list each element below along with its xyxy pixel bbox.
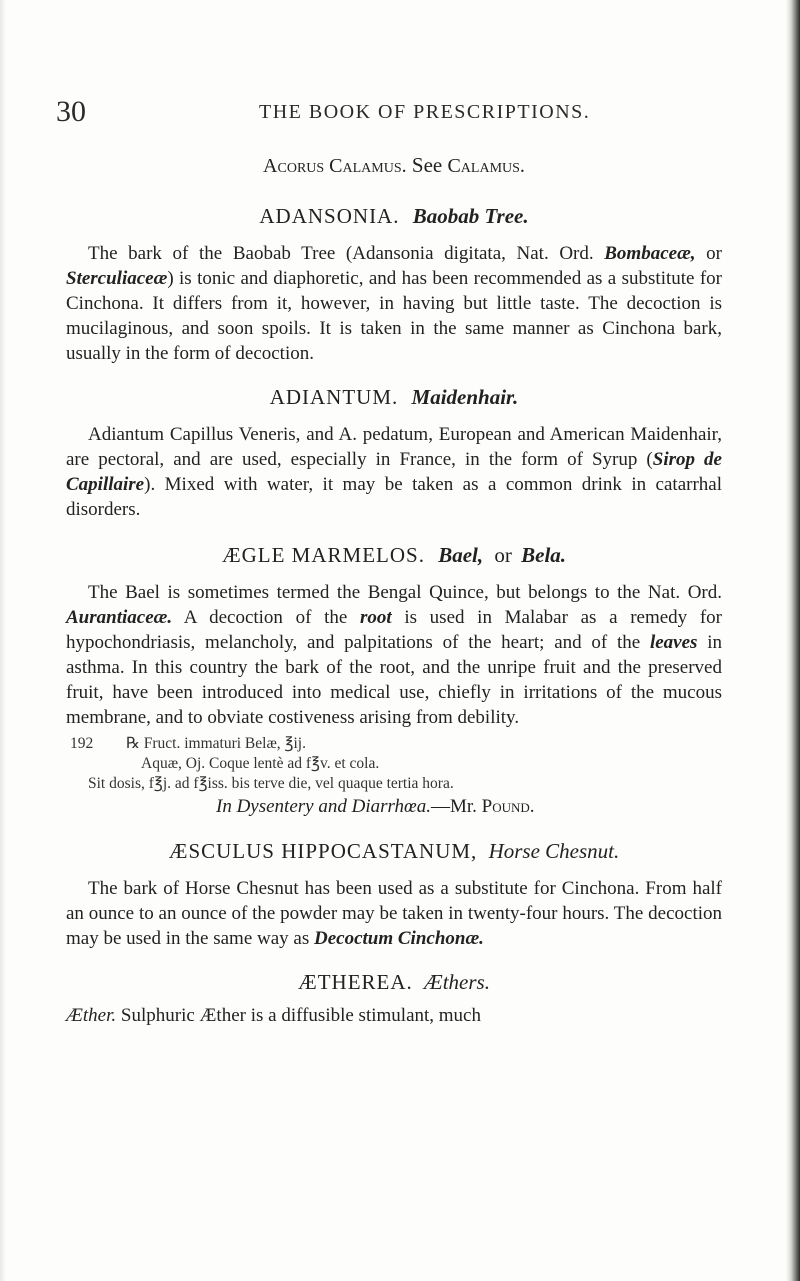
credit-prefix: —Mr. xyxy=(430,796,477,817)
text-run: The Bael is sometimes termed the Bengal Quince, but belongs to the Nat. Ord. xyxy=(88,582,722,603)
text-run: Adiantum Capillus Veneris, and A. pedatum, European and American Maidenhair, are pectoral, and are used, especially in France, in the form of Syrup ( xyxy=(66,424,722,470)
italic-run: leaves xyxy=(649,632,698,653)
prescription-line: Sit dosis, f℥j. ad f℥iss. bis terve die, vel quaque tertia hora. xyxy=(88,775,454,792)
entry-heading-adansonia xyxy=(66,201,722,231)
page-header xyxy=(56,95,736,135)
page-body xyxy=(66,150,722,1028)
common-name: Horse Chesnut. xyxy=(488,839,620,863)
text-run: in asthma. In this country the bark of the root, and the unripe fruit and the preserved fruit, have been introduced into medical use, chiefly in irritations of the mucous membrane, and to obviate costiveness arising from debility. xyxy=(66,632,722,728)
indication: In Dysentery and Diarrhœa. xyxy=(216,796,431,817)
common-name: Æthers. xyxy=(424,970,490,994)
prescription-line: Aquæ, Oj. Coque lentè ad f℥v. et cola. xyxy=(141,755,380,772)
or-word: or xyxy=(494,543,512,567)
italic-run: Sterculiaceæ xyxy=(66,268,168,289)
cross-reference: Calamus. xyxy=(447,155,525,177)
entry-text-aegle xyxy=(66,580,722,730)
entry-text-adansonia xyxy=(66,241,722,366)
prescription-192 xyxy=(66,734,722,794)
text-run: A decoction of the xyxy=(172,607,360,628)
entry-title: Acorus Calamus. xyxy=(263,155,407,177)
prescription-credit xyxy=(66,794,722,820)
entry-title: ADIANTUM. xyxy=(269,385,399,409)
common-name: Maidenhair. xyxy=(411,385,519,409)
text-run: or xyxy=(695,243,723,264)
common-name: Bael, xyxy=(438,543,484,567)
common-name: Baobab Tree. xyxy=(412,204,529,228)
credit-author: Pound. xyxy=(481,796,535,817)
italic-run: Sirop de Capillaire xyxy=(66,449,722,495)
page-binding-shadow xyxy=(786,0,800,1281)
prescription-line xyxy=(66,734,722,754)
running-title: THE BOOK OF PRESCRIPTIONS. xyxy=(259,101,591,123)
see-word: See xyxy=(411,153,443,177)
entry-text-aetherea xyxy=(66,1003,722,1028)
entry-title: ADANSONIA. xyxy=(259,204,400,228)
text-run: ). Mixed with water, it may be taken as a common drink in catarrhal disorders. xyxy=(66,474,722,520)
entry-text-adiantum xyxy=(66,422,722,522)
entry-title: ÆSCULUS HIPPOCASTANUM, xyxy=(168,839,478,863)
text-run: The bark of Horse Chesnut has been used as a substitute for Cinchona. From half an ounce to an ounce of the powder may be taken in twenty-four hours. The decoction may be used in the same way as xyxy=(66,878,722,949)
italic-run: Bombaceæ, xyxy=(604,243,696,264)
italic-run: Decoctum Cinchonæ. xyxy=(313,928,484,949)
entry-heading-aegle xyxy=(66,540,722,570)
common-name-alt: Bela. xyxy=(521,543,567,567)
lead-term: Æther. xyxy=(66,1005,117,1026)
entry-text-aesculus xyxy=(66,876,722,951)
italic-run: root xyxy=(359,607,392,628)
italic-run: Aurantiaceæ. xyxy=(66,607,173,628)
text-run: The bark of the Baobab Tree (Adansonia digitata, Nat. Ord. xyxy=(88,243,605,264)
page-number: 30 xyxy=(56,95,86,128)
text-run: is used in Malabar as a remedy for hypochondriasis, melancholy, and palpitations of the heart; and of the xyxy=(66,607,722,653)
entry-heading-adiantum xyxy=(66,382,722,412)
text-run: ) is tonic and diaphoretic, and has been recommended as a substitute for Cinchona. It differs from it, however, in having but little taste. The decoction is mucilaginous, and soon spoils. It is taken in the same manner as Cinchona bark, usually in the form of decoction. xyxy=(66,268,722,364)
page-left-edge xyxy=(0,0,6,1281)
prescription-number: 192 xyxy=(70,735,94,752)
entry-title: ÆGLE MARMELOS. xyxy=(221,543,425,567)
entry-heading-aesculus xyxy=(66,836,722,866)
entry-heading-aetherea xyxy=(66,967,722,997)
prescription-text: ℞ Fruct. immaturi Belæ, ℥ij. xyxy=(126,735,306,752)
entry-title: ÆTHEREA. xyxy=(298,970,413,994)
text-run: Sulphuric Æther is a diffusible stimulant, much xyxy=(116,1005,481,1026)
entry-heading-acorus xyxy=(66,150,722,181)
